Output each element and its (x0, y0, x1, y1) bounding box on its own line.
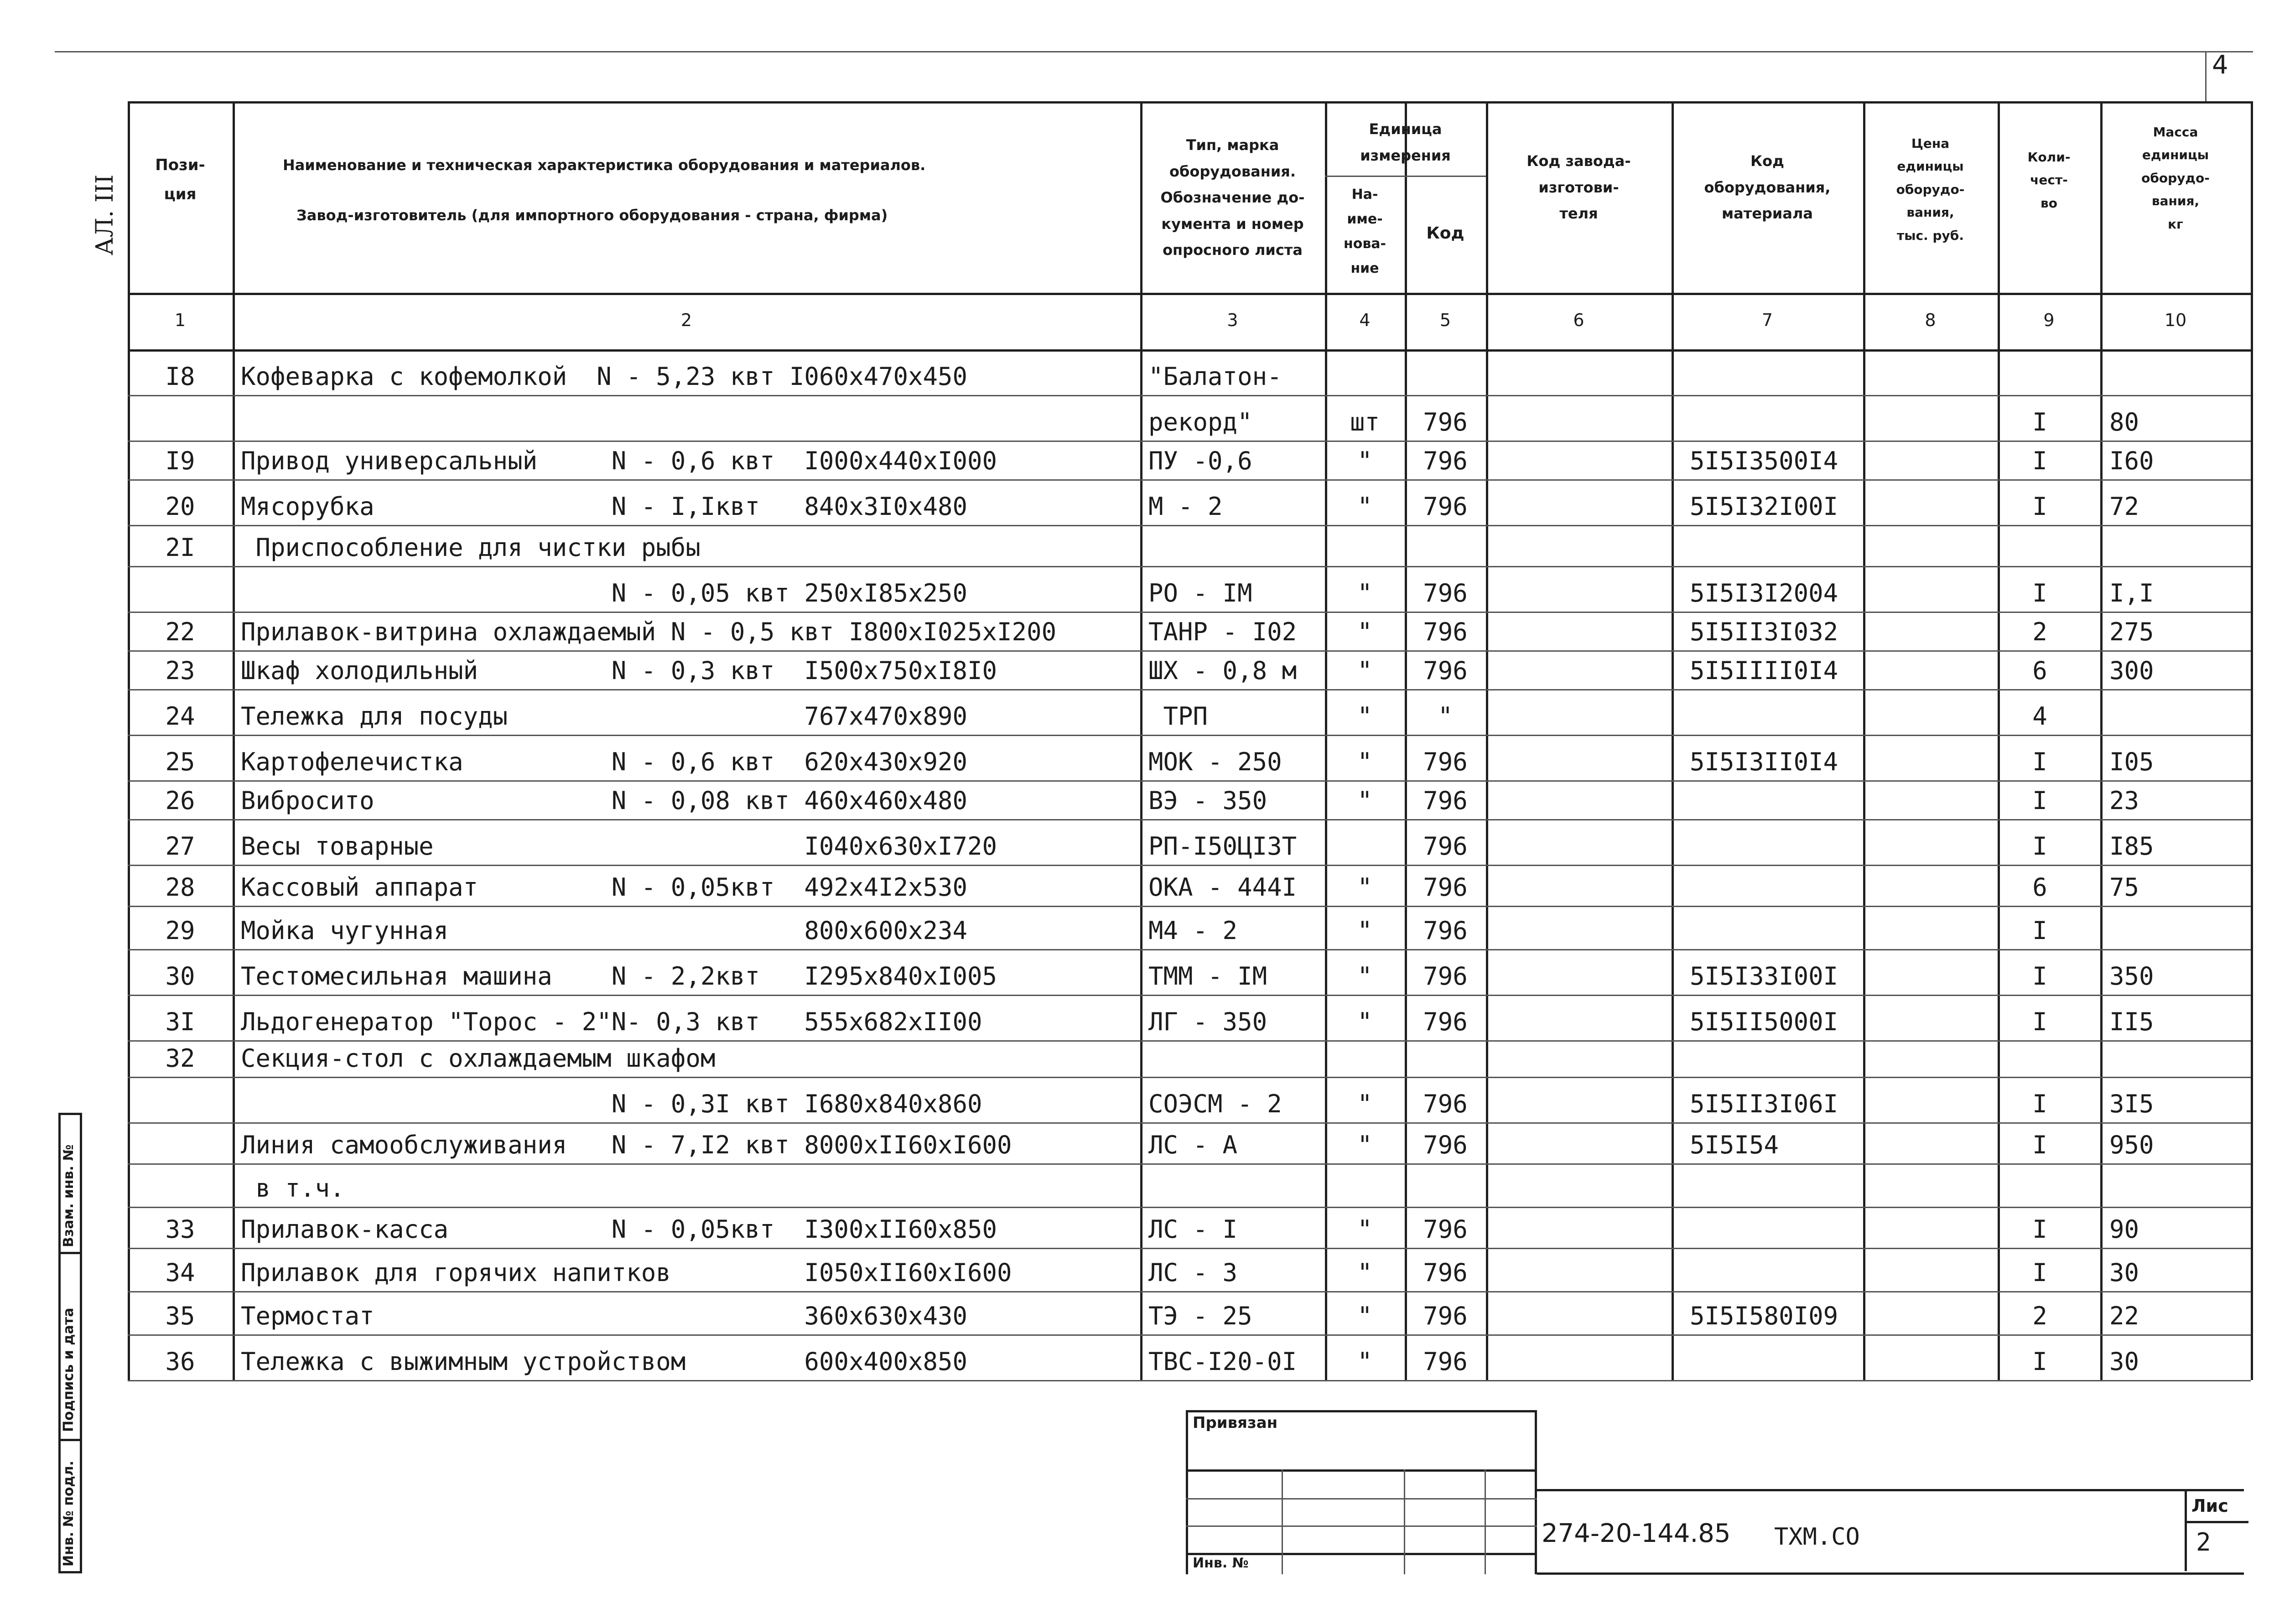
top-border-line (55, 51, 2253, 52)
row-equipment-code: 5I5IIII0I4 (1690, 656, 1838, 685)
row-position: I9 (165, 446, 195, 475)
row-type: ТВС-I20-0I (1148, 1347, 1297, 1376)
row-unit-code: 796 (1423, 1302, 1468, 1330)
number-row-line (128, 349, 2251, 352)
album-label: АЛ. III (91, 174, 119, 255)
row-divider (128, 441, 2251, 442)
row-unit-code: 796 (1423, 1090, 1468, 1118)
row-divider (128, 995, 2251, 996)
title-block-right (1535, 1410, 1537, 1574)
row-unit-code: 796 (1423, 916, 1468, 945)
row-quantity: 4 (2032, 702, 2047, 731)
row-type: ТММ - IМ (1148, 962, 1267, 991)
row-quantity: 6 (2032, 873, 2047, 902)
row-mass: 30 (2109, 1258, 2139, 1287)
row-divider (128, 566, 2251, 567)
title-block-inv: Инв. № (1193, 1555, 1249, 1571)
row-divider (128, 1207, 2251, 1208)
row-type: ПУ -0,6 (1148, 446, 1252, 475)
row-unit: " (1357, 579, 1372, 607)
header-price: Цена единицы оборудо- вания, тыс. руб. (1896, 136, 1965, 243)
row-unit: " (1357, 1347, 1372, 1376)
column-number: 6 (1573, 310, 1584, 330)
row-position: 27 (165, 832, 195, 861)
sheet-corner-number: 4 (2212, 50, 2228, 80)
row-position: 32 (165, 1044, 195, 1073)
row-unit-code: 796 (1423, 579, 1468, 607)
list-box-left (2185, 1489, 2187, 1571)
row-name: Кофеварка с кофемолкой N - 5,23 квт I060x470x450 (241, 362, 968, 391)
row-unit: " (1357, 656, 1372, 685)
row-name: Картофелечистка N - 0,6 квт 620x430x920 (241, 747, 968, 776)
row-position: 28 (165, 873, 195, 902)
row-unit-code: 796 (1423, 1131, 1468, 1159)
header-name-line2: Завод-изготовитель (для импортного оборудования - страна, фирма) (296, 207, 888, 224)
column-number: 3 (1227, 310, 1238, 330)
row-unit: " (1357, 962, 1372, 991)
row-unit-code: 796 (1423, 1007, 1468, 1036)
row-equipment-code: 5I5I32I00I (1690, 492, 1838, 521)
row-mass: 23 (2109, 786, 2139, 815)
row-divider (128, 949, 2251, 950)
row-position: 30 (165, 962, 195, 991)
row-unit: " (1357, 916, 1372, 945)
side-stamp-inv: Инв. № подл. (61, 1460, 77, 1567)
row-equipment-code: 5I5II5000I (1690, 1007, 1838, 1036)
row-name: Прилавок-витрина охлаждаемый N - 0,5 квт I800xI025xI200 (241, 617, 1057, 646)
row-name: Весы товарные I040x630xI720 (241, 832, 997, 861)
row-quantity: I (2032, 747, 2047, 776)
row-equipment-code: 5I5I54 (1690, 1131, 1779, 1159)
row-quantity: I (2032, 1007, 2047, 1036)
row-divider (128, 395, 2251, 396)
row-equipment-code: 5I5II3I06I (1690, 1090, 1838, 1118)
row-position: 20 (165, 492, 195, 521)
row-divider (128, 479, 2251, 481)
row-name: Прилавок-касса N - 0,05квт I300xII60x850 (241, 1215, 997, 1244)
row-divider (128, 689, 2251, 690)
doc-field-bottom (1537, 1572, 2244, 1575)
row-divider (128, 735, 2251, 736)
header-unit-name: На- име- нова- ние (1343, 187, 1386, 276)
row-divider (128, 1077, 2251, 1078)
row-name: N - 0,3I квт I680x840x860 (241, 1090, 982, 1118)
row-type: ЛС - А (1148, 1131, 1238, 1159)
row-quantity: I (2032, 1215, 2047, 1244)
header-position: Пози- ция (155, 156, 205, 203)
title-block-col1 (1282, 1469, 1283, 1574)
row-mass: 275 (2109, 617, 2154, 646)
row-unit-code: 796 (1423, 786, 1468, 815)
row-mass: 80 (2109, 408, 2139, 436)
row-unit: " (1357, 1007, 1372, 1036)
title-block-left (1186, 1410, 1188, 1574)
row-type: М - 2 (1148, 492, 1223, 521)
doc-number: 274-20-144.85 (1542, 1519, 1731, 1548)
row-position: 33 (165, 1215, 195, 1244)
row-position: 24 (165, 702, 195, 731)
row-quantity: 6 (2032, 656, 2047, 685)
row-unit: " (1357, 1258, 1372, 1287)
row-type: ЛГ - 350 (1148, 1007, 1267, 1036)
row-quantity: I (2032, 492, 2047, 521)
row-quantity: I (2032, 962, 2047, 991)
row-divider (128, 525, 2251, 526)
row-mass: 75 (2109, 873, 2139, 902)
row-unit-code: 796 (1423, 408, 1468, 436)
row-equipment-code: 5I5I33I00I (1690, 962, 1838, 991)
row-mass: I85 (2109, 832, 2154, 861)
row-quantity: I (2032, 1090, 2047, 1118)
title-block-privyazan: Привязан (1193, 1414, 1278, 1432)
row-type: ВЭ - 350 (1148, 786, 1267, 815)
row-equipment-code: 5I5I3II0I4 (1690, 747, 1838, 776)
row-divider (128, 1291, 2251, 1292)
row-divider (128, 1334, 2251, 1336)
row-name: Секция-стол с охлаждаемым шкафом (241, 1044, 716, 1073)
row-mass: II5 (2109, 1007, 2154, 1036)
row-name: N - 0,05 квт 250xI85x250 (241, 579, 968, 607)
row-unit: " (1357, 786, 1372, 815)
row-unit: " (1357, 446, 1372, 475)
row-name: Кассовый аппарат N - 0,05квт 492x4I2x530 (241, 873, 968, 902)
row-unit-code: 796 (1423, 492, 1468, 521)
row-unit-code: " (1438, 702, 1453, 731)
unit-subheader-line (1325, 176, 1486, 177)
row-name: Вибросито N - 0,08 квт 460x460x480 (241, 786, 968, 815)
corner-divider (2205, 51, 2207, 101)
row-unit: " (1357, 1302, 1372, 1330)
row-unit: " (1357, 1090, 1372, 1118)
row-mass: 30 (2109, 1347, 2139, 1376)
row-unit-code: 796 (1423, 656, 1468, 685)
table-column-line (2251, 101, 2253, 1380)
row-unit-code: 796 (1423, 832, 1468, 861)
header-type: Тип, марка оборудования. Обозначение до- кумента и номер опросного листа (1160, 136, 1305, 259)
row-quantity: I (2032, 916, 2047, 945)
header-mass: Масса единицы оборудо- вания, кг (2141, 125, 2210, 232)
header-name-line1: Наименование и техническая характеристика оборудования и материалов. (283, 156, 926, 174)
row-position: 25 (165, 747, 195, 776)
row-divider (128, 1163, 2251, 1165)
row-mass: 22 (2109, 1302, 2139, 1330)
row-unit-code: 796 (1423, 446, 1468, 475)
row-unit: " (1357, 1131, 1372, 1159)
row-type: ОКА - 444I (1148, 873, 1297, 902)
list-box-sep (2185, 1521, 2248, 1523)
row-unit: " (1357, 747, 1372, 776)
row-unit: " (1357, 702, 1372, 731)
row-divider (128, 865, 2251, 866)
row-mass: I,I (2109, 579, 2154, 607)
side-stamp-sep2 (58, 1439, 82, 1441)
row-position: 22 (165, 617, 195, 646)
row-mass: 90 (2109, 1215, 2139, 1244)
row-name: Мясорубка N - I,Iквт 840x3I0x480 (241, 492, 968, 521)
row-position: 2I (165, 533, 195, 562)
row-name: в т.ч. (241, 1174, 345, 1203)
row-position: 29 (165, 916, 195, 945)
row-type: ЛС - I (1148, 1215, 1238, 1244)
row-unit-code: 796 (1423, 747, 1468, 776)
row-type: ТЭ - 25 (1148, 1302, 1252, 1330)
row-position: 34 (165, 1258, 195, 1287)
row-mass: I05 (2109, 747, 2154, 776)
row-quantity: I (2032, 408, 2047, 436)
row-divider (128, 819, 2251, 820)
title-block-col3 (1485, 1469, 1486, 1574)
row-unit: " (1357, 617, 1372, 646)
row-type: ШХ - 0,8 м (1148, 656, 1297, 685)
column-number: 10 (2164, 310, 2187, 330)
row-equipment-code: 5I5I3I2004 (1690, 579, 1838, 607)
row-name: Привод универсальный N - 0,6 квт I000x440xI000 (241, 446, 997, 475)
row-unit-code: 796 (1423, 873, 1468, 902)
row-equipment-code: 5I5I3500I4 (1690, 446, 1838, 475)
row-divider (128, 612, 2251, 613)
row-type: М4 - 2 (1148, 916, 1238, 945)
row-position: I8 (165, 362, 195, 391)
row-quantity: I (2032, 1258, 2047, 1287)
row-position: 3I (165, 1007, 195, 1036)
header-bottom-line (128, 293, 2251, 295)
side-stamp-vzam: Взам. инв. № (61, 1144, 77, 1247)
row-quantity: 2 (2032, 1302, 2047, 1330)
row-mass: I60 (2109, 446, 2154, 475)
side-stamp-top (58, 1113, 82, 1115)
row-name: Прилавок для горячих напитков I050xII60xI600 (241, 1258, 1012, 1287)
row-name: Мойка чугунная 800x600x234 (241, 916, 968, 945)
row-divider (128, 1040, 2251, 1042)
table-top-line (128, 101, 2251, 104)
row-name: Тестомесильная машина N - 2,2квт I295x840xI005 (241, 962, 997, 991)
row-divider (128, 906, 2251, 907)
row-unit-code: 796 (1423, 617, 1468, 646)
column-number: 1 (174, 310, 186, 330)
header-unit-code: Код (1426, 224, 1464, 243)
side-stamp-sep1 (58, 1252, 82, 1254)
row-position: 36 (165, 1347, 195, 1376)
row-type: РП-I50ЦI3Т (1148, 832, 1297, 861)
column-number: 9 (2043, 310, 2055, 330)
side-stamp-bottom (58, 1571, 82, 1573)
row-name: Тележка с выжимным устройством 600x400x850 (241, 1347, 968, 1376)
row-name: Льдогенератор "Торос - 2"N- 0,3 квт 555x682xII00 (241, 1007, 982, 1036)
row-name: Термостат 360x630x430 (241, 1302, 968, 1330)
row-mass: 300 (2109, 656, 2154, 685)
row-unit: " (1357, 1215, 1372, 1244)
row-mass: 72 (2109, 492, 2139, 521)
row-type: "Балатон- (1148, 362, 1282, 391)
row-divider (128, 1248, 2251, 1249)
row-unit: " (1357, 492, 1372, 521)
row-name: Линия самообслуживания N - 7,I2 квт 8000xII60xI600 (241, 1131, 1012, 1159)
column-number: 8 (1925, 310, 1936, 330)
row-quantity: I (2032, 1347, 2047, 1376)
row-unit-code: 796 (1423, 1215, 1468, 1244)
row-quantity: I (2032, 1131, 2047, 1159)
row-quantity: I (2032, 786, 2047, 815)
row-name: Тележка для посуды 767x470x890 (241, 702, 968, 731)
list-number: 2 (2196, 1528, 2211, 1557)
row-quantity: I (2032, 579, 2047, 607)
row-name: Шкаф холодильный N - 0,3 квт I500x750xI8I0 (241, 656, 997, 685)
header-unit-group: Единица измерения (1360, 120, 1451, 164)
row-type: РО - IМ (1148, 579, 1252, 607)
row-position: 23 (165, 656, 195, 685)
row-name: Приспособление для чистки рыбы (241, 533, 701, 562)
row-mass: 350 (2109, 962, 2154, 991)
list-label: Лис (2191, 1496, 2228, 1516)
row-divider (128, 780, 2251, 782)
row-equipment-code: 5I5II3I032 (1690, 617, 1838, 646)
side-stamp-mid-border (80, 1113, 82, 1571)
row-divider (128, 1380, 2251, 1381)
row-quantity: 2 (2032, 617, 2047, 646)
row-type: рекорд" (1148, 408, 1252, 436)
column-number: 4 (1359, 310, 1371, 330)
row-type: МОК - 250 (1148, 747, 1282, 776)
row-quantity: I (2032, 832, 2047, 861)
column-number: 5 (1439, 310, 1451, 330)
doc-field-top (1537, 1489, 2244, 1491)
row-unit-code: 796 (1423, 1347, 1468, 1376)
header-quantity: Коли- чест- во (2027, 150, 2071, 211)
row-position: 26 (165, 786, 195, 815)
row-quantity: I (2032, 446, 2047, 475)
row-type: ТРП (1148, 702, 1208, 731)
row-mass: 3I5 (2109, 1090, 2154, 1118)
row-type: ТАНР - I02 (1148, 617, 1297, 646)
header-equipment-code: Код оборудования, материала (1704, 152, 1831, 223)
doc-code: ТХМ.СО (1774, 1523, 1860, 1551)
column-number: 7 (1761, 310, 1773, 330)
row-divider (128, 650, 2251, 652)
row-type: ЛС - 3 (1148, 1258, 1238, 1287)
row-unit-code: 796 (1423, 1258, 1468, 1287)
title-block-top (1186, 1410, 1537, 1412)
row-mass: 950 (2109, 1131, 2154, 1159)
row-position: 35 (165, 1302, 195, 1330)
title-block-col2 (1404, 1469, 1405, 1574)
side-stamp-podpis: Подпись и дата (61, 1308, 77, 1432)
row-unit-code: 796 (1423, 962, 1468, 991)
header-plant-code: Код завода- изготови- теля (1527, 152, 1631, 223)
row-divider (128, 1122, 2251, 1124)
column-number: 2 (680, 310, 692, 330)
row-unit: " (1357, 873, 1372, 902)
row-equipment-code: 5I5I580I09 (1690, 1302, 1838, 1330)
row-unit: шт (1350, 408, 1380, 436)
row-type: СОЭСМ - 2 (1148, 1090, 1282, 1118)
